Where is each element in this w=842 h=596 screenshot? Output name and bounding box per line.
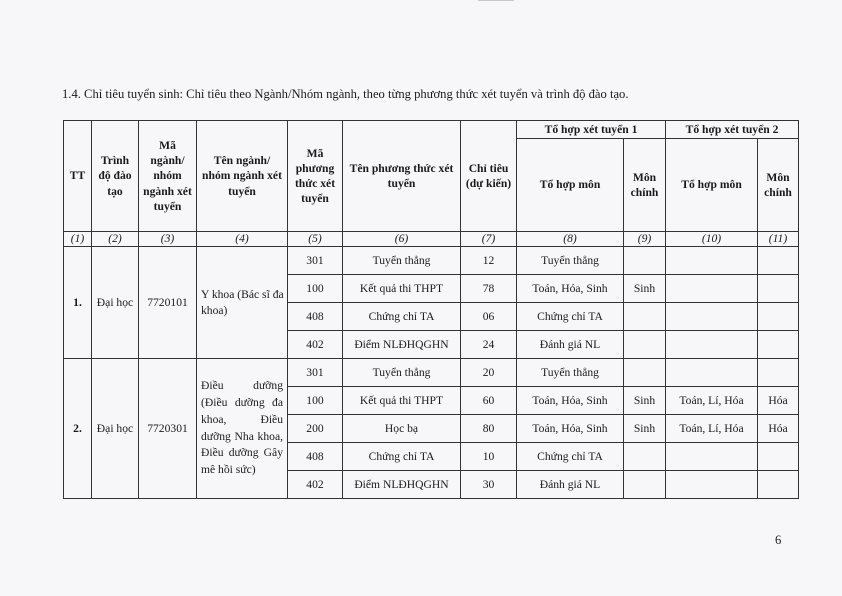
program-level: Đại học [92, 359, 139, 499]
col-number: (5) [288, 232, 343, 247]
method-code: 402 [288, 331, 343, 359]
header-method-code: Mã phương thức xét tuyển [288, 121, 343, 232]
header-row-1 [64, 121, 799, 139]
col-number: (10) [666, 232, 758, 247]
header-group-1: Tổ hợp xét tuyển 1 [517, 121, 666, 139]
method-name: Điểm NLĐHQGHN [343, 471, 461, 499]
section-heading: 1.4. Chỉ tiêu tuyển sinh: Chỉ tiêu theo Ngành/Nhóm ngành, theo từng phương thức xét tuyển và trình độ đào tạo. [62, 87, 629, 101]
main-subject-1 [624, 303, 666, 331]
combo-2 [666, 303, 758, 331]
header-combo-1: Tổ hợp môn [517, 139, 624, 232]
main-subject-2: Hóa [758, 387, 799, 415]
method-name: Học bạ [343, 415, 461, 443]
program-level: Đại học [92, 247, 139, 359]
scan-edge-mark [478, 0, 514, 1]
main-subject-1 [624, 359, 666, 387]
method-name: Kết quả thi THPT [343, 275, 461, 303]
admission-quota-table [63, 120, 799, 499]
quota: 06 [461, 303, 517, 331]
header-main-subject-2: Môn chính [758, 139, 799, 232]
combo-1: Toán, Hóa, Sinh [517, 275, 624, 303]
method-code: 100 [288, 387, 343, 415]
main-subject-1: Sinh [624, 387, 666, 415]
main-subject-2 [758, 331, 799, 359]
main-subject-2 [758, 359, 799, 387]
header-tt: TT [64, 121, 92, 232]
col-number: (7) [461, 232, 517, 247]
main-subject-2: Hóa [758, 415, 799, 443]
method-code: 301 [288, 247, 343, 275]
combo-2 [666, 331, 758, 359]
header-major-code: Mã ngành/ nhóm ngành xét tuyển [139, 121, 197, 232]
col-number: (4) [197, 232, 288, 247]
col-number: (11) [758, 232, 799, 247]
method-code: 408 [288, 443, 343, 471]
method-code: 100 [288, 275, 343, 303]
combo-1: Toán, Hóa, Sinh [517, 387, 624, 415]
column-number-row [64, 232, 799, 247]
main-subject-1 [624, 247, 666, 275]
combo-1: Chứng chỉ TA [517, 303, 624, 331]
combo-1: Đánh giá NL [517, 331, 624, 359]
combo-2 [666, 471, 758, 499]
main-subject-1: Sinh [624, 415, 666, 443]
main-subject-2 [758, 443, 799, 471]
header-level: Trình độ đào tạo [92, 121, 139, 232]
combo-2: Toán, Lí, Hóa [666, 415, 758, 443]
header-method-name: Tên phương thức xét tuyển [343, 121, 461, 232]
quota: 20 [461, 359, 517, 387]
quota: 30 [461, 471, 517, 499]
header-main-subject-1: Môn chính [624, 139, 666, 232]
combo-1: Toán, Hóa, Sinh [517, 415, 624, 443]
main-subject-2 [758, 303, 799, 331]
quota: 78 [461, 275, 517, 303]
col-number: (6) [343, 232, 461, 247]
program-name: Y khoa (Bác sĩ đa khoa) [197, 247, 288, 359]
main-subject-2 [758, 275, 799, 303]
combo-1: Tuyển thẳng [517, 247, 624, 275]
table-row [64, 359, 799, 387]
method-name: Chứng chỉ TA [343, 443, 461, 471]
main-subject-1 [624, 471, 666, 499]
col-number: (9) [624, 232, 666, 247]
table-row [64, 247, 799, 275]
quota: 10 [461, 443, 517, 471]
quota: 80 [461, 415, 517, 443]
program-tt: 2. [64, 359, 92, 499]
combo-1: Đánh giá NL [517, 471, 624, 499]
combo-2 [666, 275, 758, 303]
quota: 24 [461, 331, 517, 359]
program-tt: 1. [64, 247, 92, 359]
method-name: Tuyển thẳng [343, 247, 461, 275]
col-number: (2) [92, 232, 139, 247]
method-name: Điểm NLĐHQGHN [343, 331, 461, 359]
quota: 60 [461, 387, 517, 415]
quota: 12 [461, 247, 517, 275]
method-name: Kết quả thi THPT [343, 387, 461, 415]
program-code: 7720101 [139, 247, 197, 359]
method-name: Tuyển thẳng [343, 359, 461, 387]
col-number: (1) [64, 232, 92, 247]
header-quota: Chỉ tiêu (dự kiến) [461, 121, 517, 232]
main-subject-1 [624, 331, 666, 359]
header-combo-2: Tổ hợp môn [666, 139, 758, 232]
method-code: 402 [288, 471, 343, 499]
program-code: 7720301 [139, 359, 197, 499]
main-subject-1 [624, 443, 666, 471]
col-number: (3) [139, 232, 197, 247]
main-subject-2 [758, 247, 799, 275]
main-subject-1: Sinh [624, 275, 666, 303]
method-code: 408 [288, 303, 343, 331]
combo-2 [666, 359, 758, 387]
combo-2: Toán, Lí, Hóa [666, 387, 758, 415]
combo-1: Chứng chỉ TA [517, 443, 624, 471]
page-number: 6 [775, 533, 782, 547]
col-number: (8) [517, 232, 624, 247]
program-name: Điều dưỡng (Điều dưỡng đa khoa, Điều dưỡng Nha khoa, Điều dưỡng Gây mê hồi sức) [197, 359, 288, 499]
main-subject-2 [758, 471, 799, 499]
combo-2 [666, 247, 758, 275]
header-major-name: Tên ngành/ nhóm ngành xét tuyển [197, 121, 288, 232]
method-code: 301 [288, 359, 343, 387]
header-group-2: Tổ hợp xét tuyển 2 [666, 121, 799, 139]
combo-1: Tuyển thẳng [517, 359, 624, 387]
method-name: Chứng chỉ TA [343, 303, 461, 331]
combo-2 [666, 443, 758, 471]
method-code: 200 [288, 415, 343, 443]
